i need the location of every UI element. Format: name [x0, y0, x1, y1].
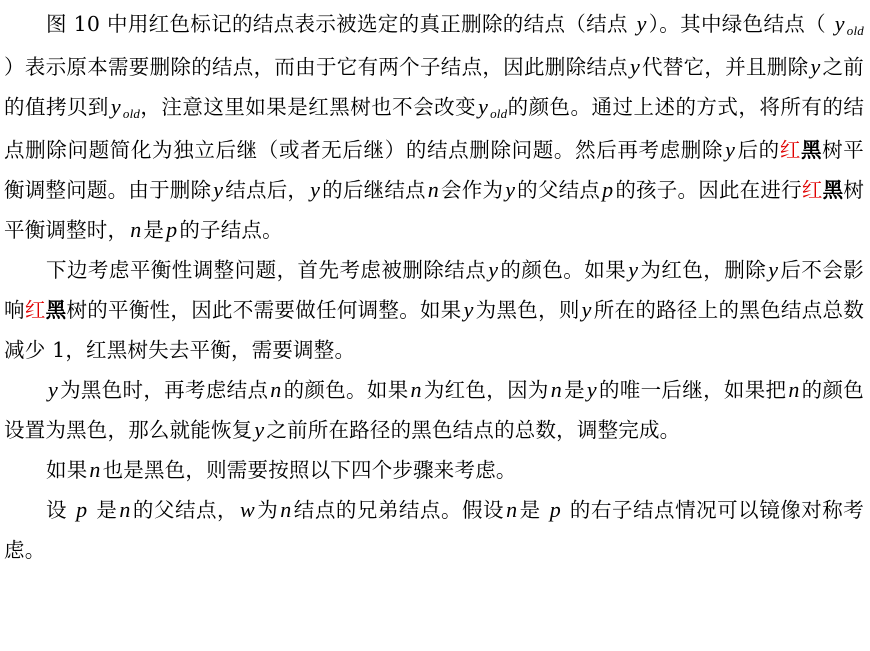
math-variable: y	[213, 177, 224, 202]
math-variable: n	[427, 177, 439, 202]
math-variable: n	[280, 497, 292, 522]
math-variable: n	[130, 217, 142, 242]
text-run: 为黑色，则	[475, 298, 580, 322]
math-variable: y	[310, 177, 321, 202]
math-variable: y	[478, 94, 489, 119]
math-variable: n	[506, 497, 518, 522]
math-variable: n	[270, 377, 282, 402]
math-subscript: old	[122, 106, 141, 121]
math-variable: y	[581, 297, 592, 322]
math-subscript: old	[490, 106, 508, 121]
math-variable: y	[725, 137, 736, 162]
text-run: 结点的兄弟结点。假设	[293, 498, 505, 522]
text-run: 之前所在路径的黑色结点的总数，调整完成。	[266, 418, 681, 442]
text-run: 树平衡调整时，	[4, 178, 865, 242]
math-variable: n	[410, 377, 422, 402]
text-run: 所在的路径上的黑色结点总数减少 1，红黑树失去平衡，需要调整。	[4, 298, 865, 362]
text-run: 为	[256, 498, 279, 522]
math-variable: y	[628, 257, 639, 282]
math-variable: p	[549, 497, 561, 522]
text-run: 结点后，	[225, 178, 309, 202]
text-run: 的颜色设置为黑色，那么就能恢复	[4, 378, 865, 442]
math-variable: y	[629, 54, 640, 79]
math-variable: y	[505, 177, 516, 202]
red-highlight-text: 红	[24, 298, 46, 322]
text-run: 后不会影响	[4, 258, 864, 322]
text-run: 是	[89, 498, 118, 522]
math-variable: y	[768, 257, 779, 282]
text-run: 的颜色。通过上述的方式，将所有的结点删除问题简化为独立后继（或者无后继）的结点删除问题。然后再考虑删除	[4, 95, 865, 162]
text-run: 的后继结点	[322, 178, 426, 202]
text-run: 会作为	[440, 178, 504, 202]
text-run: 的唯一后继，如果把	[598, 378, 787, 402]
math-variable: p	[166, 217, 178, 242]
text-run: 的父结点	[517, 178, 601, 202]
paragraph-1	[4, 4, 864, 250]
text-run: ，注意这里如果是红黑树也不会改变	[140, 95, 477, 119]
text-run: 是	[519, 498, 548, 522]
math-variable: n	[119, 497, 131, 522]
paragraph-2	[4, 250, 864, 370]
text-run: 如果	[46, 458, 88, 482]
text-run: ）。其中绿色结点（	[648, 12, 833, 36]
math-variable: y	[48, 377, 58, 402]
red-highlight-text: 红	[801, 178, 823, 202]
text-run: 代替它，并且删除	[641, 55, 809, 79]
math-variable: y	[586, 377, 597, 402]
text-run: 的颜色。如果	[283, 378, 409, 402]
math-variable: n	[89, 457, 101, 482]
text-run: 设	[46, 498, 75, 522]
paragraph-5	[4, 490, 864, 570]
text-run: 的右子结点情况可以镜像对称考虑。	[4, 498, 864, 562]
text-run: 树的平衡性，因此不需要做任何调整。如果	[66, 298, 462, 322]
math-variable: y	[463, 297, 474, 322]
math-subscript: old	[846, 23, 864, 38]
math-variable: y	[488, 257, 499, 282]
text-run: 之前的值拷贝到	[4, 55, 865, 119]
math-variable: p	[76, 497, 88, 522]
bold-text: 黑	[45, 298, 67, 322]
text-run: 为红色，因为	[423, 378, 549, 402]
math-variable: y	[110, 94, 121, 119]
text-run: ）表示原本需要删除的结点，而由于它有两个子结点，因此删除结点	[4, 55, 628, 79]
text-run: 的孩子。因此在进行	[615, 178, 802, 202]
text-run: 的子结点。	[179, 218, 283, 242]
bold-text: 黑	[822, 178, 844, 202]
text-run: 的父结点，	[132, 498, 239, 522]
math-variable: n	[788, 377, 800, 402]
bold-text: 黑	[800, 138, 823, 162]
text-run: 为黑色时，再考虑结点	[59, 378, 269, 402]
math-variable: y	[636, 11, 647, 36]
text-run: 是	[143, 218, 165, 242]
text-run: 是	[563, 378, 585, 402]
math-variable: w	[240, 497, 255, 522]
text-run: 为红色，删除	[640, 258, 767, 282]
paragraph-4	[4, 450, 864, 490]
text-run: 的颜色。如果	[500, 258, 627, 282]
red-highlight-text: 红	[779, 138, 801, 162]
text-run: 图 10 中用红色标记的结点表示被选定的真正删除的结点（结点	[46, 12, 635, 36]
math-variable: y	[834, 11, 845, 36]
math-variable: n	[550, 377, 562, 402]
text-run: 树平衡调整问题。由于删除	[4, 138, 864, 202]
text-run: 也是黑色，则需要按照以下四个步骤来考虑。	[102, 458, 517, 482]
math-variable: p	[602, 177, 614, 202]
text-run: 后的	[737, 138, 780, 162]
math-variable: y	[254, 417, 265, 442]
math-variable: y	[810, 54, 821, 79]
paragraph-3	[4, 370, 864, 450]
text-run: 下边考虑平衡性调整问题，首先考虑被删除结点	[46, 258, 487, 282]
